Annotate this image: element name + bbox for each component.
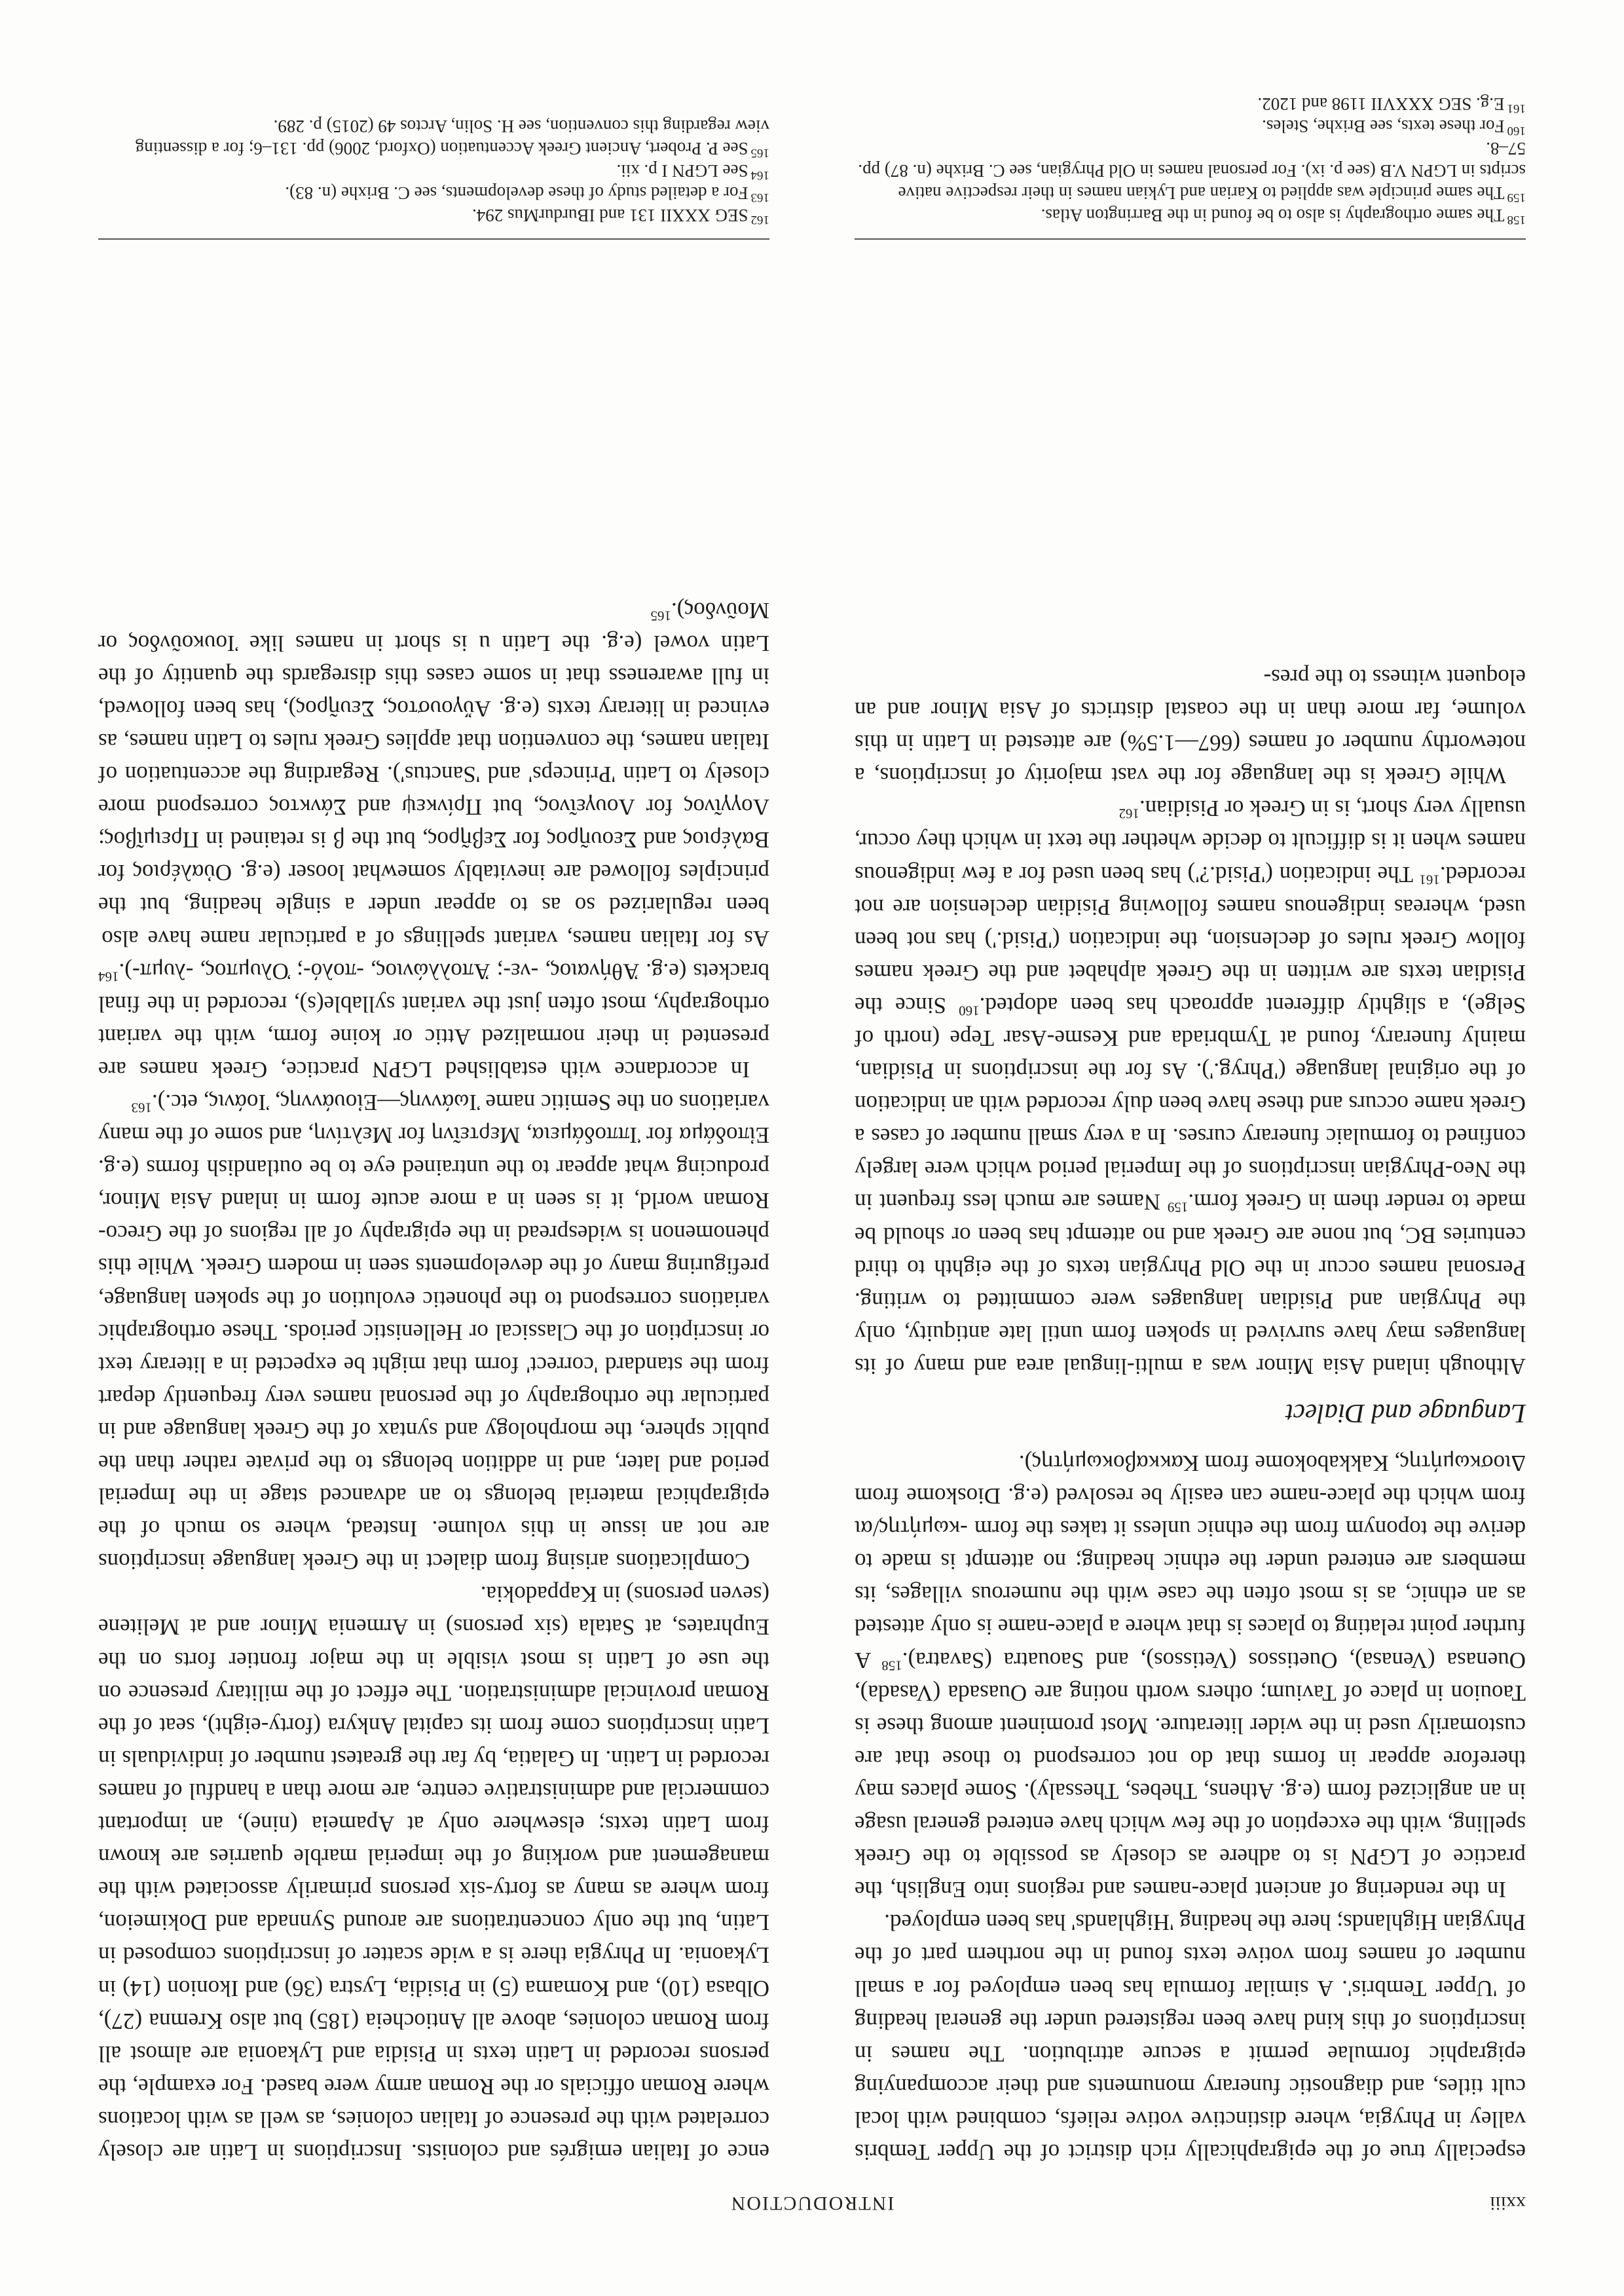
footnote-ref: 163 [131,1100,152,1116]
footnote: $^{163}$For a detailed study of these developments, see C. Brixhe (n. 83). [285,183,769,204]
footnote: $^{165}$See P. Probert, Ancient Greek Accentuation (Oxford, 2006) pp. 131–6; for a dissenting view regarding this convention, see H. Solin, Arctos 49 (2015) p. 289. [135,117,769,160]
footnote-ref: 162 [1118,806,1139,822]
footnote: $^{161}$E.g. SEG XXXVII 1198 and 1202. [1257,94,1526,115]
paragraph: Complications arising from dialect in the Greek language inscriptions are not an issue in this volume. Instead, where so much of the epigraphical material belongs to an advanced stage in the Imperial period and later, and in addition belongs to the private rather than the public sphere, the morphology and syntax of the Greek language and in particular the orthography of the personal names very frequently depart from the standard 'correct' form that might be expected in a literary text or inscription of the Classical or Hellenistic periods. These orthographic variations correspond to the phonetic evolution of the spoken language, prefiguring many of the developments seen in modern Greek. While this phenomenon is widespread in the epigraphy of all regions of the Greco-Roman world, it is seen in a more acute form in inland Asia Minor, producing what appear to the untrained eye to be outlandish forms (e.g. Εἰποδάμα for Ἱπποδάμεια, Μερτεῖνη for Μελτίνη, and some of the many variations on the Semitic name Ἰωάννης—Εἰουάννης, Ἰοάνις, etc.).$^{163}$ [98,1090,769,1575]
footnote: $^{159}$The same principle was applied to Karian and Lykian names in their respective native scripts in LGPN V.B (see p. ix). For personal names in Old Phrygian, see C. Brixhe (n. 87) pp. 57–8. [858,139,1526,204]
footnote-rule [98,238,769,240]
paragraph: Although inland Asia Minor was a multi-lingual area and many of its languages may have survived in spoken form until late antiquity, only the Phrygian and Pisidian languages were committed to writing. Personal names occur in the Old Phrygian texts of the eighth to third centuries BC, but none are Greek and no attempt has been or should be made to render them in Greek form.$^{159}$ Names are much less frequent in the Neo-Phrygian inscriptions of the Imperial period which were largely confined to formulaic funerary curses. In a very small number of cases a Greek name occurs and these have been duly recorded with an indication of the original language ('Phryg.'). As for the inscriptions in Pisidian, mainly funerary, found at Tymbriada and Kesme-Asar Tepe (north of Selge), a slightly different approach has been adopted.$^{160}$ Since the Pisidian texts are written in the Greek alphabet and the Greek names follow Greek rules of declension, the indication ('Pisid.') has not been used, whereas indigenous names following Pisidian declension are not recorded.$^{161}$ The indication ('Pisid.?') has been used for a few indigenous names when it is difficult to decide whether the text in which they occur, usually very short, is in Greek or Pisidian.$^{162}$ [855,796,1526,1379]
running-head-title: INTRODUCTION [729,2193,895,2214]
footnote: $^{164}$See LGPN I p. xii. [616,161,769,182]
footnote: $^{162}$SEG XXXII 131 and IBurdurMus 294. [472,206,769,227]
footnote-ref: 158 [881,1657,902,1674]
footnote: $^{160}$For these texts, see Brixhe, Steles. [1262,117,1526,138]
paragraph: While Greek is the language for the vast majority of inscriptions, a noteworthy number of names (667—1.5%) are attested in Latin in this volume, far more than in the coastal districts of Asia Minor and an eloquent witness to the pres- [855,664,1526,789]
right-column [98,594,769,2169]
footnotes-right [98,115,769,227]
footnote-ref: 159 [1167,1200,1189,1216]
paragraph: ence of Italian emigrés and colonists. Inscriptions in Latin are closely correlated with the presence of Italian colonies, as well as with locations where Roman officials or the Roman army were based. For example, the persons recorded in Latin texts in Pisidia and Lykaonia are almost all from Roman colonies, above all Antiocheia (185) but also Kremna (27), Olbasa (10), and Komama (5) in Pisidia, Lystra (36) and Ikonion (14) in Lykaonia. In Phrygia there is a wide scatter of inscriptions composed in Latin, but the only concentrations are around Synnada and Dokimeion, from where as many as forty-six persons primarily associated with the management and working of the imperial marble quarries are known from Latin texts; elsewhere only at Apameia (nine), an important commercial and administrative centre, are more than a handful of names recorded in Latin. In Galatia, by far the greatest number of individuals in Latin inscriptions come from its capital Ankyra (forty-eight), seat of the Roman provincial administration. The effect of the military presence on the use of Latin is most visible in the major frontier forts on the Euphrates, at Satala (six persons) in Armenia Minor and at Melitene (seven persons) in Kappadokia. [98,1582,769,2165]
section-heading: Language and Dialect [1285,1398,1526,1429]
paragraph: In accordance with established LGPN practice, Greek names are presented in their normalized Attic or koine form, with the variant orthography, most often just the variant syllable(s), recorded in the final brackets (e.g. Ἀθήναιος, -νε-; Ἀπολλώνιος, -πολό-; Ὀλυμπος, -λυμπ-).$^{164}$ As for Italian names, variant spellings of a particular name have also been regularized so as to appear under a single heading, but the principles followed are inevitably somewhat looser (e.g. Οὐαλέριος for Βαλέριος and Σεουῆρος for Σεβῆρος, but the β is retained in Πρειμῖβος; Λογγῖνος for Λουγεῖνος, but Πρίνκεψ and Σάνκτος correspond more closely to Latin 'Princeps' and 'Sanctus'). Regarding the accentuation of Italian names, the convention that applies Greek rules to Latin names, as evinced in literary texts (e.g. Αὔγουστος, Σευῆρος), has been followed, in full awareness that in some cases this disregards the quantity of the Latin vowel (e.g. the Latin u is short in names like Ἰουκοῦνδος or Μοῦνδος).$^{165}$ [98,597,769,1083]
footnote-ref: 164 [98,969,119,985]
footnotes-left [855,93,1526,227]
running-head [98,2181,1526,2214]
paragraph: In the rendering of ancient place-names and regions into English, the practice of LGPN is to adhere as closely as possible to the Greek spelling, with the exception of the few which have entered general usage in an anglicized form (e.g. Athens, Thebes, Thessaly). Some places may therefore appear in forms that do not correspond to those that are customarily used in the wider literature. Most prominent among these is Taouion in place of Tavium; others worth noting are Ouasada (Vasada), Ouenasa (Venasa), Ouetissos (Vetissos), and Saouatra (Savatra).$^{158}$ A further point relating to places is that where a place-name is only attested as an ethnic, as is most often the case with the numerous villages, its members are entered under the ethnic heading; no attempt is made to derive the toponym from the ethnic unless it takes the form -κωμήτης/αι from which the place-name can easily be resolved (e.g. Dioskome from Διοσκωμήτης, Kakkabokome from Κακκαβοκωμήτης). [855,1451,1526,1903]
left-column [855,661,1526,2168]
footnote-ref: 161 [1419,872,1440,888]
footnote-rule [855,238,1526,240]
footnote: $^{158}$The same orthography is also to be found in the Barrington Atlas. [1041,206,1526,227]
paragraph: especially true of the epigraphically rich district of the Upper Tembris valley in Phrygia, where distinctive votive reliefs, combined with local cult titles, and diagnostic funerary monuments and their accompanying epigraphic formulae permit a secure attribution. The names in inscriptions of this kind have been registered under the general heading of 'Upper Tembris'. A similar formula has been employed for a small number of names from votive texts found in the northern part of the Phrygian Highlands; here the heading 'Highlands' has been employed. [855,1910,1526,2165]
page-number: xxiii [1489,2193,1526,2214]
footnote-ref: 160 [959,1003,980,1019]
footnote-ref: 165 [650,608,671,624]
